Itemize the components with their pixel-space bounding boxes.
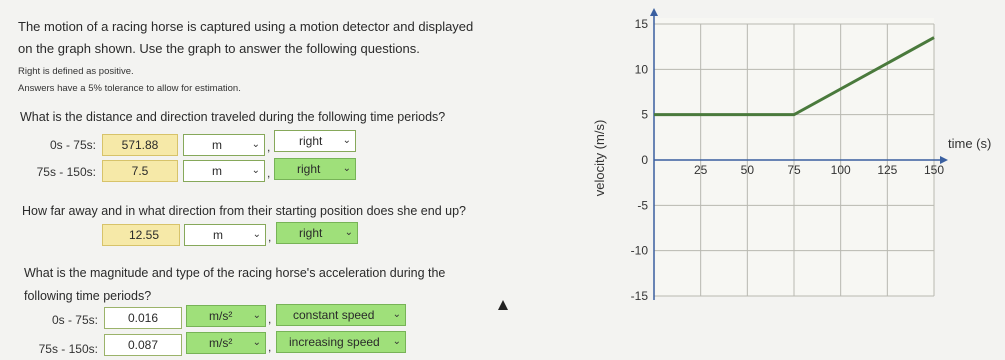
x-tick-label: 50 xyxy=(740,163,755,177)
y-tick-label: 0 xyxy=(641,153,648,167)
note-tolerance: Answers have a 5% tolerance to allow for estimation. xyxy=(18,83,241,94)
chevron-down-icon: ⌄ xyxy=(251,139,260,150)
intro-line-2: on the graph shown. Use the graph to answer the following questions. xyxy=(18,41,420,56)
x-tick-label: 100 xyxy=(830,163,851,177)
row-label-0-75: 0s - 75s: xyxy=(51,313,98,327)
comma: , xyxy=(267,166,271,180)
unit-select-0-75[interactable] xyxy=(183,134,265,156)
x-tick-label: 25 xyxy=(693,163,708,177)
y-tick-label: 5 xyxy=(641,107,648,122)
acceleration-input-75-150[interactable]: 0.087 xyxy=(104,334,182,356)
accel-type-select-75-150[interactable] xyxy=(276,331,406,353)
y-axis-arrow-icon xyxy=(650,8,658,16)
unit-select-label: m xyxy=(212,138,222,152)
y-axis-label: velocity (m/s) xyxy=(592,119,607,197)
intro xyxy=(18,16,538,60)
unit-select-75-150[interactable] xyxy=(183,160,265,182)
intro-line-1: The motion of a racing horse is captured using a motion detector and displayed xyxy=(18,19,474,34)
comma: , xyxy=(268,340,272,354)
direction-select-75-150[interactable] xyxy=(274,158,356,180)
x-axis-label: time (s) xyxy=(948,136,992,151)
chevron-down-icon: ⌄ xyxy=(252,229,261,240)
direction-select-label: right xyxy=(297,162,321,176)
comma: , xyxy=(267,140,271,154)
displacement-unit-select[interactable] xyxy=(184,224,266,246)
question-acceleration-line-2: following time periods? xyxy=(24,289,152,303)
mouse-cursor-icon xyxy=(498,300,508,310)
accel-type-select-0-75[interactable] xyxy=(276,304,406,326)
type-select-label: constant speed xyxy=(293,308,375,322)
question-displacement: How far away and in what direction from their starting position does she end up? xyxy=(22,204,466,218)
velocity-time-chart xyxy=(580,8,1000,308)
displacement-input[interactable]: 12.55 xyxy=(102,224,180,246)
distance-input-75-150[interactable]: 7.5 xyxy=(102,160,178,182)
chevron-down-icon: ⌄ xyxy=(392,309,401,320)
type-select-label: increasing speed xyxy=(289,335,380,349)
comma: , xyxy=(268,312,272,326)
row-label-75-150: 75s - 150s: xyxy=(36,165,96,179)
accel-unit-select-75-150[interactable] xyxy=(186,332,266,354)
distance-input-0-75[interactable]: 571.88 xyxy=(102,134,178,156)
direction-select-label: right xyxy=(299,226,323,240)
unit-select-label: m/s² xyxy=(209,309,233,323)
direction-select-0-75[interactable] xyxy=(274,130,356,152)
row-label-0-75: 0s - 75s: xyxy=(49,138,96,152)
question-distance: What is the distance and direction traveled during the following time periods? xyxy=(20,110,446,124)
y-tick-label: 15 xyxy=(634,17,648,31)
note-direction: Right is defined as positive. xyxy=(18,66,134,77)
chevron-down-icon: ⌄ xyxy=(342,163,351,174)
direction-select-label: right xyxy=(299,134,323,148)
x-tick-label: 150 xyxy=(923,163,945,177)
unit-select-label: m xyxy=(213,228,223,242)
acceleration-input-0-75[interactable]: 0.016 xyxy=(104,307,182,329)
row-label-75-150: 75s - 150s: xyxy=(38,342,98,356)
question-acceleration-line-1: What is the magnitude and type of the racing horse's acceleration during the xyxy=(24,266,446,280)
y-tick-label: -5 xyxy=(637,198,648,213)
x-tick-label: 75 xyxy=(787,163,801,177)
unit-select-label: m xyxy=(212,164,222,178)
chevron-down-icon: ⌄ xyxy=(252,337,261,348)
accel-unit-select-0-75[interactable] xyxy=(186,305,266,327)
chevron-down-icon: ⌄ xyxy=(344,227,353,238)
displacement-direction-select[interactable] xyxy=(276,222,358,244)
chevron-down-icon: ⌄ xyxy=(342,135,351,146)
x-tick-label: 125 xyxy=(877,163,898,177)
y-tick-label: 10 xyxy=(634,62,648,77)
y-tick-label: -10 xyxy=(630,243,648,258)
unit-select-label: m/s² xyxy=(209,336,233,350)
chevron-down-icon: ⌄ xyxy=(392,336,401,347)
chevron-down-icon: ⌄ xyxy=(251,165,260,176)
y-tick-label: -15 xyxy=(630,289,648,303)
chevron-down-icon: ⌄ xyxy=(252,310,261,321)
comma: , xyxy=(268,230,272,244)
